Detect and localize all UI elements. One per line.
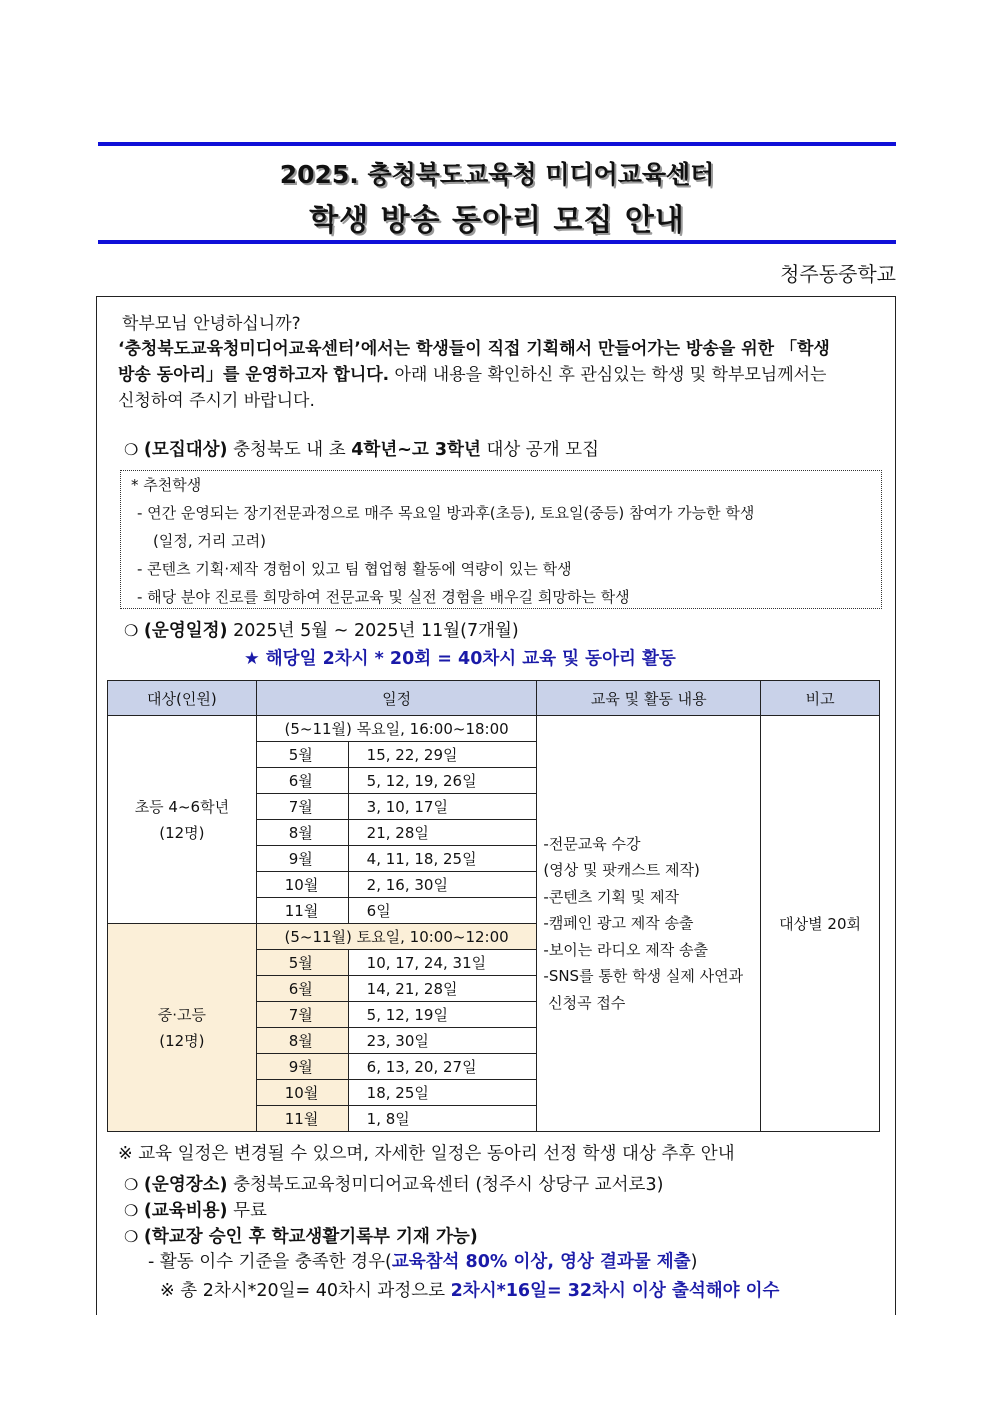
schedule-highlight: ★ 해당일 2차시 * 20회 = 40차시 교육 및 동아리 활동 (244, 649, 676, 669)
middle-count: (12명) (159, 1031, 205, 1050)
middle-target: 중·고등 (157, 1005, 206, 1024)
place-label: (운영장소) (143, 1175, 228, 1195)
header-note: 비고 (761, 681, 880, 716)
criteria-text-a: - 활동 이수 기준을 충족한 경우( (148, 1252, 392, 1272)
month-cell: 9월 (256, 846, 348, 872)
month-cell: 11월 (256, 1106, 348, 1132)
header-schedule: 일정 (256, 681, 537, 716)
elementary-period: (5~11월) 목요일, 16:00~18:00 (256, 716, 537, 742)
month-cell: 10월 (256, 1080, 348, 1106)
elementary-target: 초등 4~6학년 (134, 797, 230, 816)
content-item: -보이는 라디오 제작 송출 (543, 940, 709, 959)
month-cell: 8월 (256, 820, 348, 846)
days-cell: 6, 13, 20, 27일 (348, 1054, 537, 1080)
month-cell: 7월 (256, 1002, 348, 1028)
recommend-item-2: - 콘텐츠 기획·제작 경험이 있고 팀 협업형 활동에 역량이 있는 학생 (137, 560, 572, 578)
total-line (160, 1278, 779, 1305)
page-title-line2: 학생 방송 동아리 모집 안내 (309, 203, 685, 238)
criteria-line (148, 1249, 697, 1276)
record-label: (학교장 승인 후 학교생활기록부 기재 가능) (143, 1227, 478, 1247)
record-line (124, 1223, 478, 1251)
month-cell: 6월 (256, 976, 348, 1002)
intro-line2-rest: 아래 내용을 확인하신 후 관심있는 학생 및 학부모님께서는 (389, 365, 827, 385)
content-item: -전문교육 수강 (543, 834, 641, 853)
month-cell: 7월 (256, 794, 348, 820)
days-cell: 23, 30일 (348, 1028, 537, 1054)
recommend-item-1: - 연간 운영되는 장기전문과정으로 매주 목요일 방과후(초등), 토요일(중등) 참여가 가능한 학생 (137, 504, 755, 522)
month-cell: 5월 (256, 950, 348, 976)
schedule-table (107, 680, 880, 1132)
criteria-text-b: ) (690, 1252, 698, 1272)
days-cell: 21, 28일 (348, 820, 537, 846)
total-text-a: ※ 총 2차시*20일= 40차시 과정으로 (160, 1281, 451, 1301)
days-cell: 10, 17, 24, 31일 (348, 950, 537, 976)
recommend-item-1-note: (일정, 거리 고려) (153, 532, 266, 550)
page-title-line1: 2025. 충청북도교육청 미디어교육센터 (279, 160, 715, 189)
days-cell: 15, 22, 29일 (348, 742, 537, 768)
days-cell: 14, 21, 28일 (348, 976, 537, 1002)
intro-line2-bold: 방송 동아리」를 운영하고자 합니다. (118, 365, 390, 385)
greeting: 학부모님 안녕하십니까? (122, 314, 301, 334)
table-header-row (108, 681, 880, 716)
recruit-text-a: 충청북도 내 초 (227, 440, 352, 460)
bottom-rule (98, 240, 896, 244)
content-item: -SNS를 통한 학생 실제 사연과 (543, 967, 744, 986)
header-target: 대상(인원) (108, 681, 257, 716)
content-item: -캠페인 광고 제작 송출 (543, 914, 694, 933)
middle-target-cell (108, 924, 257, 1132)
intro-line3: 신청하여 주시기 바랍니다. (118, 391, 315, 411)
school-name: 청주동중학교 (780, 262, 896, 286)
days-cell: 5, 12, 19일 (348, 1002, 537, 1028)
content-item: -콘텐츠 기획 및 제작 (543, 887, 680, 906)
month-cell: 10월 (256, 872, 348, 898)
recommend-item-3: - 해당 분야 진로를 희망하여 전문교육 및 실전 경험을 배우길 희망하는 학생 (137, 588, 630, 606)
content-item: (영상 및 팟캐스트 제작) (543, 861, 700, 880)
recruit-text-b: 대상 공개 모집 (480, 440, 599, 460)
schedule-label: (운영일정) (143, 621, 228, 641)
elementary-count: (12명) (159, 823, 205, 842)
place-line (124, 1171, 663, 1199)
month-cell: 6월 (256, 768, 348, 794)
circle-bullet-icon: ❍ (124, 621, 139, 640)
cost-line (124, 1197, 267, 1225)
month-cell: 11월 (256, 898, 348, 924)
schedule-text: 2025년 5월 ~ 2025년 11월(7개월) (227, 621, 519, 641)
schedule-notice: ※ 교육 일정은 변경될 수 있으며, 자세한 일정은 동아리 선정 학생 대상 추후 안내 (118, 1144, 735, 1164)
circle-bullet-icon: ❍ (124, 1201, 139, 1220)
middle-period: (5~11월) 토요일, 10:00~12:00 (256, 924, 537, 950)
circle-bullet-icon: ❍ (124, 440, 139, 459)
cost-label: (교육비용) (143, 1201, 228, 1221)
days-cell: 2, 16, 30일 (348, 872, 537, 898)
elementary-target-cell (108, 716, 257, 924)
days-cell: 1, 8일 (348, 1106, 537, 1132)
recommend-heading: * 추천학생 (131, 476, 202, 494)
note-cell: 대상별 20회 (761, 716, 880, 1132)
content-cell (537, 716, 761, 1132)
recruit-label: (모집대상) (143, 440, 228, 460)
days-cell: 6일 (348, 898, 537, 924)
days-cell: 3, 10, 17일 (348, 794, 537, 820)
days-cell: 5, 12, 19, 26일 (348, 768, 537, 794)
month-cell: 9월 (256, 1054, 348, 1080)
total-emphasis: 2차시*16일= 32차시 이상 출석해야 이수 (450, 1281, 780, 1301)
recruit-grade: 4학년~고 3학년 (351, 440, 481, 460)
month-cell: 8월 (256, 1028, 348, 1054)
header-content: 교육 및 활동 내용 (537, 681, 761, 716)
schedule-line (124, 617, 519, 645)
days-cell: 18, 25일 (348, 1080, 537, 1106)
table-row (108, 716, 880, 742)
criteria-emphasis: 교육참석 80% 이상, 영상 결과물 제출 (391, 1252, 691, 1272)
circle-bullet-icon: ❍ (124, 1175, 139, 1194)
days-cell: 4, 11, 18, 25일 (348, 846, 537, 872)
month-cell: 5월 (256, 742, 348, 768)
cost-text: 무료 (227, 1201, 267, 1221)
top-rule (98, 142, 896, 146)
intro-line1: ‘충청북도교육청미디어교육센터’에서는 학생들이 직접 기획해서 만들어가는 방송을 위한 「학생 (118, 339, 830, 359)
circle-bullet-icon: ❍ (124, 1227, 139, 1246)
content-item: 신청곡 접수 (543, 993, 626, 1012)
recruit-line (124, 436, 599, 464)
place-text: 충청북도교육청미디어교육센터 (청주시 상당구 교서로3) (227, 1175, 664, 1195)
recommend-box (120, 470, 882, 609)
intro-line2 (118, 362, 826, 389)
